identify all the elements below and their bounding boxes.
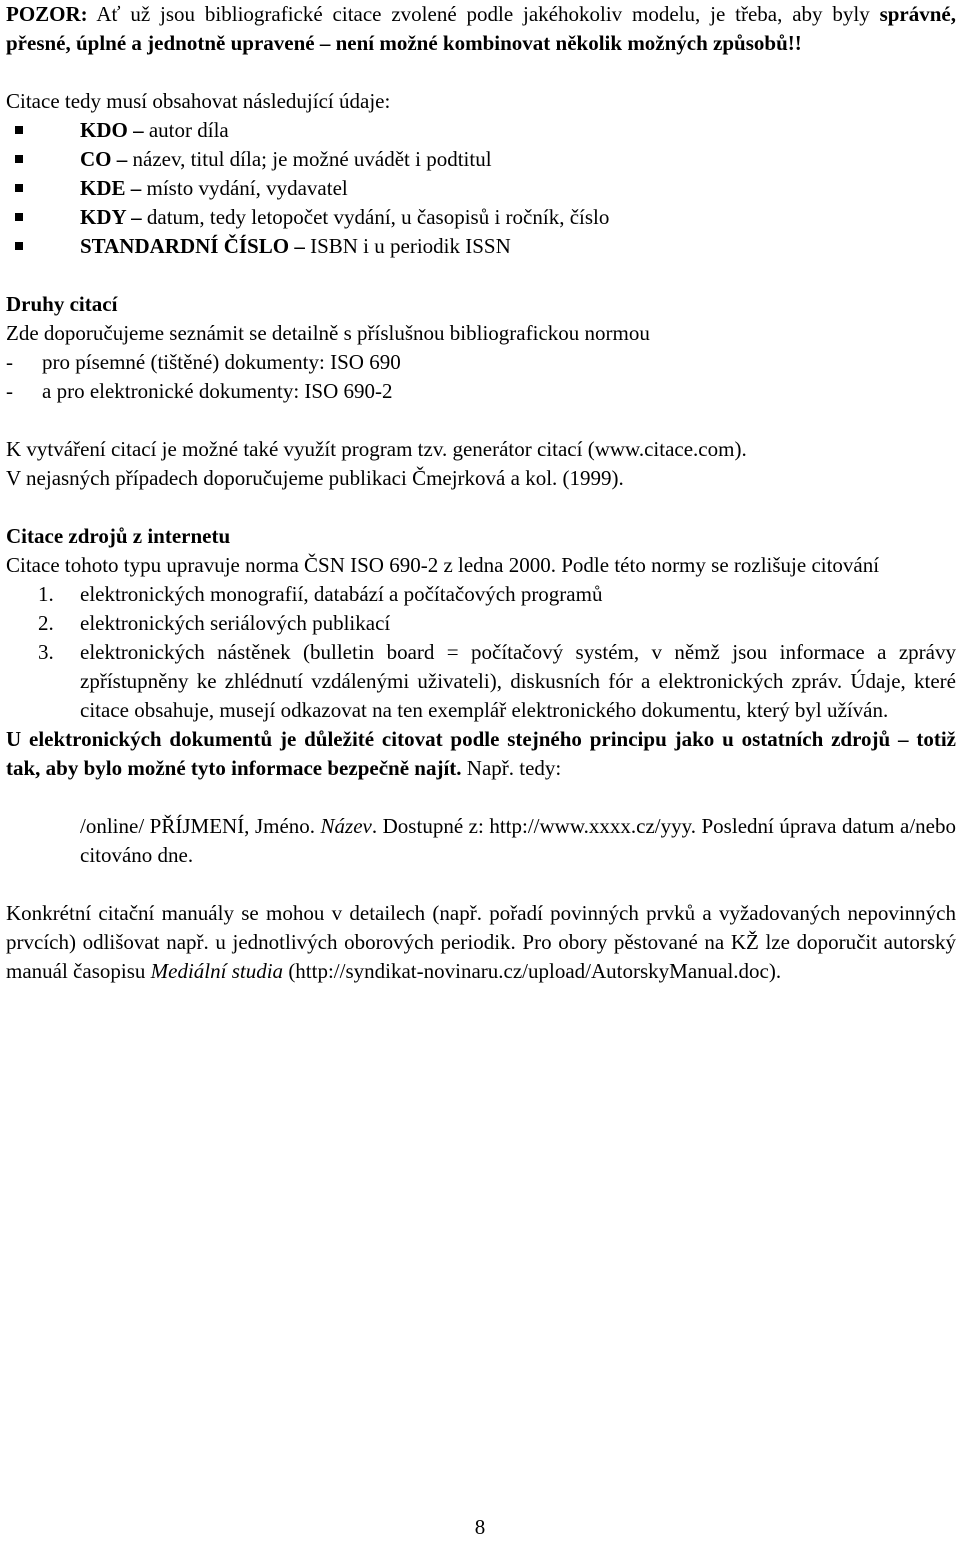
citation-elements-list [6, 116, 956, 261]
item-key: CO – [80, 147, 128, 171]
item-text: místo vydání, vydavatel [141, 176, 348, 200]
section-heading-internet: Citace zdrojů z internetu [6, 524, 231, 548]
list-item [6, 174, 956, 203]
important-rest: Např. tedy: [461, 756, 562, 780]
manuals-paragraph [6, 899, 956, 986]
list-item [6, 145, 956, 174]
citation-elements-intro: Citace tedy musí obsahovat následující údaje: [6, 89, 391, 113]
square-bullet-icon [15, 184, 23, 192]
internet-intro: Citace tohoto typu upravuje norma ČSN ISO 690-2 z ledna 2000. Podle této normy se rozlišuje citování [6, 553, 880, 577]
list-item [6, 203, 956, 232]
item-text: název, titul díla; je možné uvádět i podtitul [127, 147, 492, 171]
list-item [6, 232, 956, 261]
types-intro: Zde doporučujeme seznámit se detailně s příslušnou bibliografickou normou [6, 321, 650, 345]
example-title: Název [320, 814, 372, 838]
item-text: elektronických seriálových publikací [80, 611, 391, 635]
important-emphasis: U elektronických dokumentů je důležité citovat podle stejného principu jako u ostatních zdrojů – totiž tak, aby bylo možné tyto informace bezpečně najít. [6, 727, 956, 780]
item-text: a pro elektronické dokumenty: ISO 690-2 [42, 379, 393, 403]
square-bullet-icon [15, 242, 23, 250]
dash-bullet: - [6, 350, 13, 374]
citation-example [6, 812, 956, 870]
example-part: /online/ PŘÍJMENÍ, Jméno. [80, 814, 321, 838]
item-text: pro písemné (tištěné) dokumenty: ISO 690 [42, 350, 401, 374]
item-text: ISBN i u periodik ISSN [304, 234, 511, 258]
journal-title: Mediální studia [150, 959, 284, 983]
square-bullet-icon [15, 213, 23, 221]
list-item [6, 348, 956, 377]
generator-note: K vytváření citací je možné také využít program tzv. generátor citací (www.citace.com). [6, 437, 747, 461]
important-paragraph [6, 725, 956, 783]
list-item [6, 116, 956, 145]
unclear-cases-note: V nejasných případech doporučujeme publikaci Čmejrková a kol. (1999). [6, 466, 624, 490]
item-key: KDE – [80, 176, 142, 200]
item-number: 1. [38, 582, 54, 606]
list-item [6, 609, 956, 638]
square-bullet-icon [15, 126, 23, 134]
dash-bullet: - [6, 379, 13, 403]
warning-label: POZOR: [6, 2, 88, 26]
list-item [6, 377, 956, 406]
item-text: autor díla [143, 118, 229, 142]
warning-text: Ať už jsou bibliografické citace zvolené podle jakéhokoliv modelu, je třeba, aby byly [87, 2, 880, 26]
list-item [6, 638, 956, 725]
item-number: 3. [38, 640, 54, 664]
item-key: KDO – [80, 118, 144, 142]
warning-paragraph [6, 0, 956, 58]
warning-emphasis: správné, přesné, úplné a jednotně upravené – není možné kombinovat několik možných způsobů!! [6, 2, 956, 55]
item-text: elektronických nástěnek (bulletin board = počítačový systém, v němž jsou informace a zprávy zpřístupněny ke zhlédnutí vzdálenými uživateli), diskusních fór a elektronických zpráv. Údaje, které citace obsahuje, musejí odkazovat na ten exemplář elektronického dokumentu, který byl užíván. [80, 640, 956, 722]
square-bullet-icon [15, 155, 23, 163]
item-key: STANDARDNÍ ČÍSLO – [80, 234, 305, 258]
section-heading-types: Druhy citací [6, 292, 118, 316]
manuals-text: Konkrétní citační manuály se mohou v detailech (např. pořadí povinných prvků a vyžadovaných nepovinných prvcích) odlišovat např. u jednotlivých oborových periodik. Pro obory pěstované na KŽ lze doporučit autorský manuál časopisu [6, 901, 956, 983]
manuals-text: (http://syndikat-novinaru.cz/upload/AutorskyManual.doc). [283, 959, 782, 983]
page-number: 8 [474, 1515, 486, 1539]
item-key: KDY – [80, 205, 142, 229]
item-text: datum, tedy letopočet vydání, u časopisů i ročník, číslo [141, 205, 610, 229]
example-part: . Dostupné z: http://www.xxxx.cz/yyy. Poslední úprava datum a/nebo citováno dne. [80, 814, 956, 867]
item-text: elektronických monografií, databází a počítačových programů [80, 582, 603, 606]
item-number: 2. [38, 611, 54, 635]
list-item [6, 580, 956, 609]
internet-types-list [6, 580, 956, 725]
document-page [6, 0, 956, 986]
